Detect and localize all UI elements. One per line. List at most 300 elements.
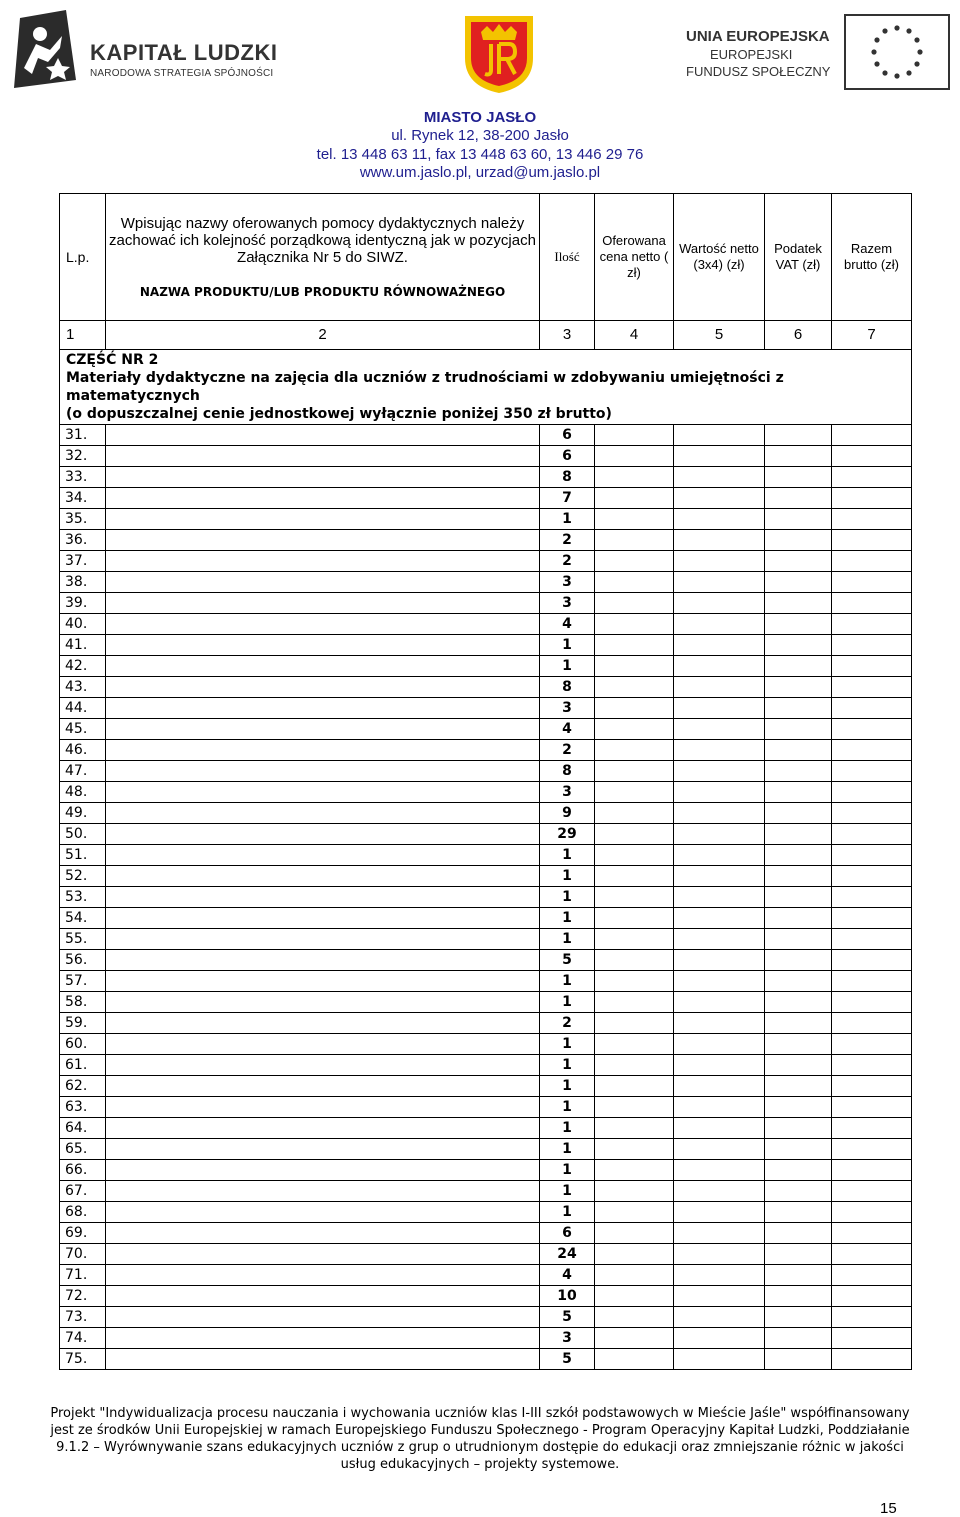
row-gross-total [832,446,912,467]
table-row [60,656,912,677]
row-price [595,1244,674,1265]
row-quantity: 6 [540,446,595,467]
row-quantity: 7 [540,488,595,509]
row-quantity: 3 [540,593,595,614]
row-quantity: 4 [540,719,595,740]
section-price-note: (o dopuszczalnej cenie jednostkowej wyłącznie poniżej 350 zł brutto) [66,406,612,422]
row-gross-total [832,530,912,551]
row-lp: 54. [60,908,106,929]
table-row [60,446,912,467]
row-lp: 40. [60,614,106,635]
row-gross-total [832,614,912,635]
row-quantity: 9 [540,803,595,824]
kapital-ludzki-subtitle: NARODOWA STRATEGIA SPÓJNOŚCI [90,68,274,79]
header-gross-total: Razem brutto (zł) [832,194,912,321]
row-vat [765,950,832,971]
row-lp: 60. [60,1034,106,1055]
issuer-address: ul. Rynek 12, 38-200 Jasło [391,127,569,144]
table-row [60,992,912,1013]
row-lp: 35. [60,509,106,530]
row-net-value [674,1265,765,1286]
row-lp: 63. [60,1097,106,1118]
table-row [60,1097,912,1118]
row-vat [765,509,832,530]
row-gross-total [832,551,912,572]
row-net-value [674,782,765,803]
row-price [595,1181,674,1202]
row-gross-total [832,425,912,446]
row-price [595,1202,674,1223]
row-gross-total [832,488,912,509]
column-number-row [60,321,912,350]
row-quantity: 5 [540,1349,595,1370]
row-gross-total [832,677,912,698]
row-gross-total [832,824,912,845]
table-row [60,1265,912,1286]
row-quantity: 1 [540,1160,595,1181]
row-price [595,1265,674,1286]
table-row [60,887,912,908]
row-price [595,1223,674,1244]
row-lp: 44. [60,698,106,719]
row-gross-total [832,971,912,992]
row-lp: 32. [60,446,106,467]
row-vat [765,1160,832,1181]
row-lp: 62. [60,1076,106,1097]
row-gross-total [832,761,912,782]
row-lp: 39. [60,593,106,614]
row-gross-total [832,1139,912,1160]
row-product-name [106,719,540,740]
header-product-label: NAZWA PRODUKTU/LUB PRODUKTU RÓWNOWAŻNEGO [139,284,506,299]
row-lp: 51. [60,845,106,866]
row-product-name [106,446,540,467]
eu-logo-line2: EUROPEJSKI [710,47,793,62]
row-vat [765,1139,832,1160]
logo-bar [0,0,960,105]
row-quantity: 1 [540,656,595,677]
row-product-name [106,509,540,530]
row-product-name [106,425,540,446]
table-row [60,530,912,551]
row-vat [765,614,832,635]
row-quantity: 2 [540,740,595,761]
row-product-name [106,950,540,971]
row-net-value [674,866,765,887]
row-lp: 42. [60,656,106,677]
row-price [595,782,674,803]
row-gross-total [832,719,912,740]
table-row [60,467,912,488]
row-gross-total [832,845,912,866]
row-quantity: 1 [540,929,595,950]
row-quantity: 1 [540,845,595,866]
row-price [595,1055,674,1076]
row-lp: 66. [60,1160,106,1181]
row-net-value [674,1055,765,1076]
table-row [60,593,912,614]
row-price [595,992,674,1013]
eu-flag-icon [844,14,950,90]
footer-line: jest ze środków Unii Europejskiej w ramach Europejskiego Funduszu Społecznego - Program Operacyjny Kapitał Ludzki, Poddziałanie [50,1423,910,1438]
row-quantity: 1 [540,1055,595,1076]
table-row [60,866,912,887]
row-vat [765,782,832,803]
table-row [60,425,912,446]
row-net-value [674,1013,765,1034]
row-product-name [106,1202,540,1223]
row-vat [765,446,832,467]
row-gross-total [832,1076,912,1097]
table-row [60,719,912,740]
row-quantity: 8 [540,467,595,488]
row-net-value [674,929,765,950]
row-gross-total [832,1034,912,1055]
row-vat [765,1118,832,1139]
row-quantity: 1 [540,1181,595,1202]
row-gross-total [832,1307,912,1328]
row-vat [765,1349,832,1370]
row-net-value [674,1349,765,1370]
row-gross-total [832,908,912,929]
row-gross-total [832,467,912,488]
row-vat [765,635,832,656]
row-net-value [674,1139,765,1160]
row-net-value [674,425,765,446]
row-gross-total [832,887,912,908]
row-lp: 72. [60,1286,106,1307]
row-vat [765,1286,832,1307]
row-net-value [674,593,765,614]
row-net-value [674,509,765,530]
kapital-ludzki-title: KAPITAŁ LUDZKI [90,40,278,65]
row-vat [765,824,832,845]
row-lp: 58. [60,992,106,1013]
city-crest-icon [463,14,535,94]
table-row [60,1160,912,1181]
row-product-name [106,971,540,992]
row-quantity: 8 [540,761,595,782]
row-price [595,824,674,845]
row-quantity: 5 [540,950,595,971]
row-lp: 69. [60,1223,106,1244]
header-price: Oferowana cena netto ( zł) [595,194,674,321]
row-net-value [674,1097,765,1118]
header-lp: L.p. [60,194,106,321]
table-row [60,761,912,782]
row-product-name [106,1244,540,1265]
row-lp: 68. [60,1202,106,1223]
table-row [60,740,912,761]
row-vat [765,1181,832,1202]
row-lp: 50. [60,824,106,845]
row-vat [765,698,832,719]
eu-logo [686,14,954,94]
row-vat [765,1244,832,1265]
row-quantity: 1 [540,1202,595,1223]
table-row [60,635,912,656]
row-price [595,1307,674,1328]
row-gross-total [832,1013,912,1034]
row-product-name [106,1265,540,1286]
row-net-value [674,1118,765,1139]
row-quantity: 2 [540,530,595,551]
row-lp: 71. [60,1265,106,1286]
section-title: CZĘŚĆ NR 2 [66,352,159,368]
row-price [595,761,674,782]
row-gross-total [832,1160,912,1181]
row-product-name [106,593,540,614]
row-gross-total [832,593,912,614]
column-number: 4 [595,321,674,350]
row-product-name [106,1349,540,1370]
table-row [60,1118,912,1139]
row-gross-total [832,1181,912,1202]
row-lp: 74. [60,1328,106,1349]
section-row [60,350,912,425]
table-row [60,782,912,803]
row-product-name [106,614,540,635]
row-quantity: 2 [540,1013,595,1034]
row-price [595,635,674,656]
row-quantity: 1 [540,1097,595,1118]
row-gross-total [832,803,912,824]
row-net-value [674,761,765,782]
row-net-value [674,719,765,740]
row-vat [765,887,832,908]
table-row [60,677,912,698]
row-vat [765,1202,832,1223]
row-product-name [106,845,540,866]
column-number: 5 [674,321,765,350]
row-vat [765,929,832,950]
row-vat [765,1034,832,1055]
column-number: 3 [540,321,595,350]
table-row [60,551,912,572]
row-product-name [106,572,540,593]
table-row [60,1307,912,1328]
row-vat [765,572,832,593]
row-product-name [106,1034,540,1055]
row-vat [765,1307,832,1328]
table-row [60,908,912,929]
row-product-name [106,698,540,719]
section-description: Materiały dydaktyczne na zajęcia dla uczniów z trudnościami w zdobywaniu umiejętności z matematycznych [66,370,784,404]
row-vat [765,677,832,698]
row-quantity: 3 [540,698,595,719]
table-row [60,1034,912,1055]
row-vat [765,1097,832,1118]
row-gross-total [832,509,912,530]
row-price [595,803,674,824]
row-lp: 61. [60,1055,106,1076]
row-price [595,1160,674,1181]
row-vat [765,740,832,761]
row-lp: 56. [60,950,106,971]
row-product-name [106,1139,540,1160]
row-lp: 55. [60,929,106,950]
table-row [60,929,912,950]
row-vat [765,1328,832,1349]
row-quantity: 1 [540,887,595,908]
table-row [60,614,912,635]
row-gross-total [832,1055,912,1076]
row-product-name [106,1307,540,1328]
table-row [60,1055,912,1076]
row-price [595,656,674,677]
row-quantity: 10 [540,1286,595,1307]
row-product-name [106,824,540,845]
header-instruction: Wpisując nazwy oferowanych pomocy dydaktycznych należy zachować ich kolejność porządkową identyczną jak w pozycjach Załącznika Nr 5 do SIWZ. [109,214,536,266]
row-product-name [106,887,540,908]
row-product-name [106,488,540,509]
row-lp: 70. [60,1244,106,1265]
table-row [60,509,912,530]
row-vat [765,803,832,824]
table-row [60,845,912,866]
row-quantity: 1 [540,635,595,656]
row-product-name [106,551,540,572]
row-net-value [674,845,765,866]
row-price [595,740,674,761]
row-lp: 43. [60,677,106,698]
row-net-value [674,656,765,677]
row-quantity: 1 [540,509,595,530]
row-vat [765,488,832,509]
row-lp: 37. [60,551,106,572]
row-product-name [106,530,540,551]
row-product-name [106,677,540,698]
table-row [60,1181,912,1202]
row-quantity: 2 [540,551,595,572]
row-quantity: 1 [540,1076,595,1097]
row-price [595,1034,674,1055]
row-price [595,698,674,719]
section-cell [60,350,912,425]
table-row [60,1013,912,1034]
row-quantity: 1 [540,866,595,887]
row-quantity: 1 [540,971,595,992]
row-price [595,509,674,530]
row-lp: 65. [60,1139,106,1160]
row-net-value [674,572,765,593]
row-price [595,929,674,950]
eu-logo-line3: FUNDUSZ SPOŁECZNY [686,64,831,79]
row-gross-total [832,929,912,950]
row-quantity: 6 [540,1223,595,1244]
row-gross-total [832,992,912,1013]
table-row [60,1076,912,1097]
row-price [595,1118,674,1139]
header-net-value: Wartość netto (3x4) (zł) [674,194,765,321]
table-row [60,950,912,971]
row-quantity: 3 [540,1328,595,1349]
row-price [595,845,674,866]
row-vat [765,1265,832,1286]
row-product-name [106,782,540,803]
row-lp: 46. [60,740,106,761]
row-net-value [674,530,765,551]
row-vat [765,1055,832,1076]
row-price [595,950,674,971]
header-product-name [106,194,540,321]
row-gross-total [832,950,912,971]
row-price [595,446,674,467]
row-price [595,551,674,572]
row-quantity: 1 [540,1139,595,1160]
row-net-value [674,698,765,719]
page-number: 15 [880,1500,897,1517]
row-net-value [674,740,765,761]
row-net-value [674,1181,765,1202]
row-net-value [674,551,765,572]
row-product-name [106,1013,540,1034]
row-product-name [106,1118,540,1139]
row-price [595,1349,674,1370]
footer-line: usług edukacyjnych – projekty systemowe. [340,1457,620,1472]
row-product-name [106,992,540,1013]
row-net-value [674,1328,765,1349]
row-price [595,719,674,740]
row-quantity: 1 [540,1034,595,1055]
row-price [595,1286,674,1307]
row-product-name [106,740,540,761]
row-net-value [674,614,765,635]
row-lp: 52. [60,866,106,887]
row-net-value [674,1244,765,1265]
row-vat [765,1076,832,1097]
row-price [595,1097,674,1118]
row-price [595,1076,674,1097]
kapital-ludzki-logo [10,10,310,90]
row-quantity: 3 [540,782,595,803]
row-price [595,593,674,614]
row-product-name [106,866,540,887]
row-net-value [674,1034,765,1055]
row-net-value [674,1307,765,1328]
row-price [595,1328,674,1349]
row-quantity: 4 [540,614,595,635]
row-lp: 59. [60,1013,106,1034]
row-vat [765,425,832,446]
row-product-name [106,1076,540,1097]
row-lp: 49. [60,803,106,824]
row-product-name [106,1160,540,1181]
row-product-name [106,656,540,677]
table-row [60,698,912,719]
row-net-value [674,1160,765,1181]
row-gross-total [832,572,912,593]
issuer-web: www.um.jaslo.pl, urzad@um.jaslo.pl [359,164,601,181]
row-gross-total [832,1286,912,1307]
row-net-value [674,677,765,698]
row-net-value [674,635,765,656]
row-net-value [674,1076,765,1097]
row-product-name [106,929,540,950]
row-quantity: 1 [540,992,595,1013]
row-quantity: 5 [540,1307,595,1328]
row-product-name [106,1097,540,1118]
row-product-name [106,467,540,488]
table-row [60,1286,912,1307]
row-price [595,530,674,551]
footer-line: Projekt "Indywidualizacja procesu nauczania i wychowania uczniów klas I-III szkół podstawowych w Mieście Jaśle" współfinansowany [50,1406,910,1421]
column-number: 7 [832,321,912,350]
row-lp: 33. [60,467,106,488]
header-vat: Podatek VAT (zł) [765,194,832,321]
row-gross-total [832,1223,912,1244]
table-row [60,572,912,593]
